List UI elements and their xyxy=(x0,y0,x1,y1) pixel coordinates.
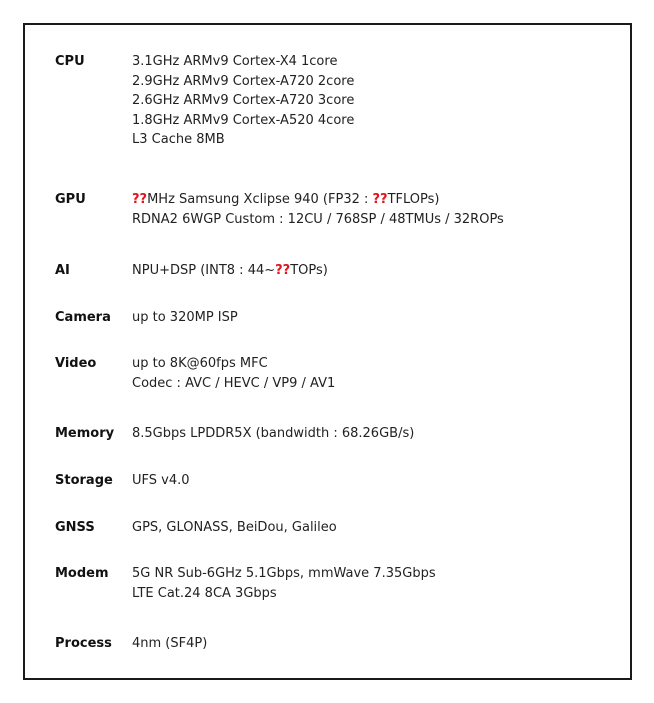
spec-label-cpu: CPU xyxy=(55,54,85,69)
ai-line-text: NPU+DSP (INT8 : 44~ xyxy=(132,263,276,278)
video-line: Codec : AVC / HEVC / VP9 / AV1 xyxy=(132,375,336,391)
unknown-value-marker: ?? xyxy=(372,192,388,207)
spec-value-gnss: GPS, GLONASS, BeiDou, Galileo xyxy=(132,520,337,535)
spec-value-gpu xyxy=(132,190,504,229)
spec-value-process: 4nm (SF4P) xyxy=(132,636,208,651)
cpu-line: 1.8GHz ARMv9 Cortex-A520 4core xyxy=(132,112,355,128)
spec-value-ai xyxy=(132,261,328,281)
ai-line xyxy=(132,261,328,281)
spec-value-cpu xyxy=(132,52,354,150)
cpu-line: 2.9GHz ARMv9 Cortex-A720 2core xyxy=(132,73,355,89)
spec-label-storage: Storage xyxy=(55,473,113,488)
spec-label-video: Video xyxy=(55,356,97,371)
gpu-line-1-suffix: TFLOPs) xyxy=(387,192,440,207)
gpu-line-1 xyxy=(132,190,504,210)
unknown-value-marker: ?? xyxy=(275,263,291,278)
spec-value-memory: 8.5Gbps LPDDR5X (bandwidth : 68.26GB/s) xyxy=(132,426,415,441)
spec-label-process: Process xyxy=(55,636,112,651)
spec-label-camera: Camera xyxy=(55,310,111,325)
modem-line: LTE Cat.24 8CA 3Gbps xyxy=(132,585,277,601)
spec-label-gpu: GPU xyxy=(55,192,86,207)
spec-value-video xyxy=(132,354,335,393)
unknown-value-marker: ?? xyxy=(132,192,148,207)
spec-label-ai: AI xyxy=(55,263,70,278)
spec-sheet-frame xyxy=(23,23,632,680)
cpu-line: L3 Cache 8MB xyxy=(132,132,225,147)
video-line: up to 8K@60fps MFC xyxy=(132,356,268,371)
spec-label-gnss: GNSS xyxy=(55,520,95,535)
cpu-line: 3.1GHz ARMv9 Cortex-X4 1core xyxy=(132,54,338,69)
spec-value-modem xyxy=(132,564,436,603)
ai-line-suffix: TOPs) xyxy=(290,263,328,278)
gpu-line-1-text: MHz Samsung Xclipse 940 (FP32 : xyxy=(147,192,373,207)
spec-value-camera: up to 320MP ISP xyxy=(132,310,238,325)
spec-value-storage: UFS v4.0 xyxy=(132,473,190,488)
spec-label-modem: Modem xyxy=(55,566,109,581)
spec-label-memory: Memory xyxy=(55,426,115,441)
modem-line: 5G NR Sub-6GHz 5.1Gbps, mmWave 7.35Gbps xyxy=(132,566,436,581)
gpu-line-2: RDNA2 6WGP Custom : 12CU / 768SP / 48TMUs / 32ROPs xyxy=(132,211,504,227)
cpu-line: 2.6GHz ARMv9 Cortex-A720 3core xyxy=(132,93,355,108)
